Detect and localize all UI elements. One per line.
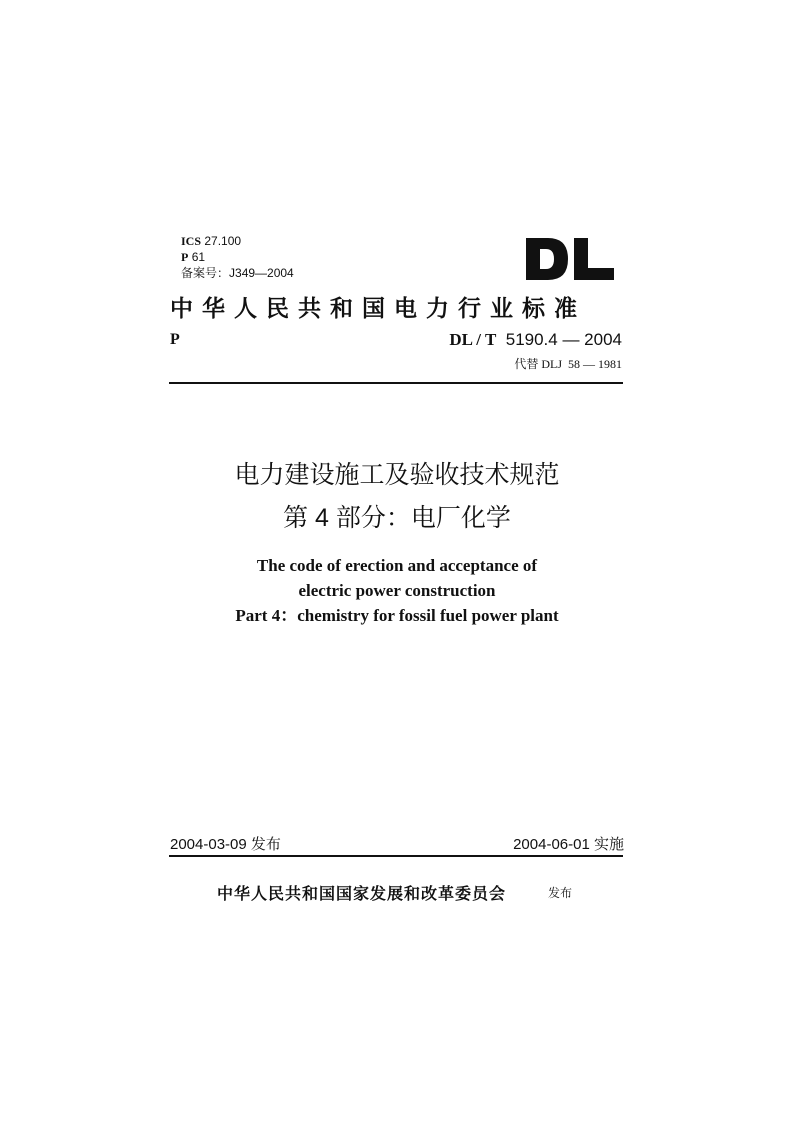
replaces-note bbox=[514, 355, 622, 372]
title-en-line3: Part 4：chemistry for fossil fuel power plant bbox=[235, 606, 559, 625]
bottom-divider bbox=[169, 855, 623, 857]
ccs-value: 61 bbox=[191, 250, 206, 264]
publisher-action: 发布 bbox=[548, 886, 573, 900]
ccs-prefix: P bbox=[181, 250, 189, 264]
classification-letter: P bbox=[170, 331, 180, 348]
publisher-name: 中华人民共和国国家发展和改革委员会 bbox=[217, 886, 507, 903]
title-en-line2: electric power construction bbox=[298, 581, 496, 600]
implementation-date: 2004-06-01 实施 bbox=[513, 836, 624, 853]
org-title: 中华人民共和国电力行业标准 bbox=[170, 296, 586, 321]
title-cn-line1: 电力建设施工及验收技术规范 bbox=[234, 461, 560, 489]
ics-code bbox=[181, 233, 294, 249]
dl-logo bbox=[524, 236, 616, 282]
top-divider bbox=[169, 382, 623, 384]
standard-prefix: DL / T bbox=[449, 330, 497, 349]
title-en bbox=[0, 553, 794, 628]
filing-number bbox=[181, 265, 294, 281]
standard-code: 5190.4 — 2004 bbox=[505, 330, 622, 349]
filing-label: 备案号： bbox=[181, 266, 230, 280]
ics-block bbox=[181, 233, 294, 281]
ccs-code bbox=[181, 249, 294, 265]
replaces-value: 58 — 1981 bbox=[568, 357, 622, 371]
ics-prefix: ICS bbox=[181, 234, 202, 248]
replaces-label: 代替 DLJ bbox=[514, 357, 562, 371]
ics-value: 27.100 bbox=[204, 234, 242, 248]
title-en-line1: The code of erection and acceptance of bbox=[256, 556, 538, 575]
title-cn-line2: 第 4 部分：电厂化学 bbox=[283, 504, 511, 532]
standard-number bbox=[449, 330, 622, 350]
issue-date: 2004-03-09 发布 bbox=[170, 836, 281, 853]
filing-value: J349—2004 bbox=[229, 266, 294, 280]
